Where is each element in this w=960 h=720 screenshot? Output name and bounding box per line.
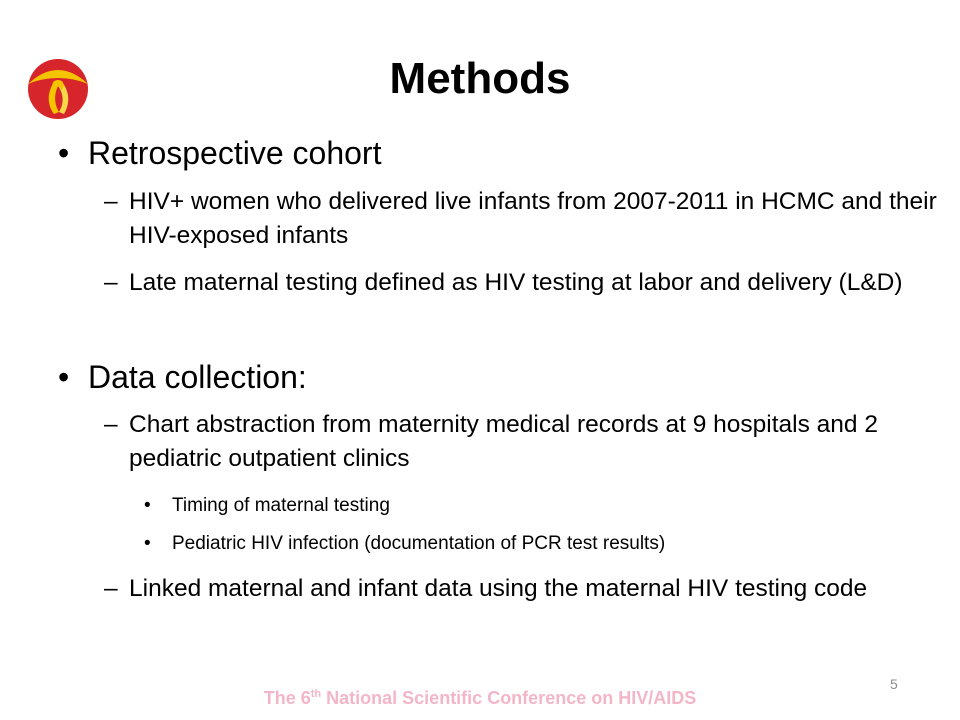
slide-body: • Retrospective cohort – HIV+ women who delivered live infants from 2007-2011 in HCMC and their HIV-exposed infants – Late maternal testing defined as HIV testing at labor and delivery (L&D) • Data collection: – Chart abstraction from maternity medical records at 9 hospitals and 2 pediatric outpatient clinics • Timing of maternal testing • Pediatric HIV infection (documentation of PCR test results) – Linked maternal and infant data using the maternal HIV testing code <box>0 0 960 720</box>
dash-marker: – <box>104 269 118 296</box>
bullet-marker: • <box>58 359 70 395</box>
list-item: – Late maternal testing defined as HIV testing at labor and delivery (L&D) <box>104 266 954 300</box>
slide-title: Methods <box>389 54 571 103</box>
dash-marker: – <box>104 575 118 602</box>
list-item: – Chart abstraction from maternity medical records at 9 hospitals and 2 pediatric outpatient clinics <box>104 408 954 476</box>
dash-marker: – <box>104 411 118 438</box>
conference-footer: The 6th National Scientific Conference on HIV/AIDS <box>263 688 697 708</box>
list-item: – Linked maternal and infant data using the maternal HIV testing code <box>104 572 954 606</box>
sub-list-item: • Timing of maternal testing <box>144 493 390 519</box>
bullet-marker: • <box>58 135 70 171</box>
sub-list-item: • Pediatric HIV infection (documentation of PCR test results) <box>144 531 665 557</box>
list-item: – HIV+ women who delivered live infants from 2007-2011 in HCMC and their HIV-exposed infants <box>104 185 954 253</box>
page-number: 5 <box>890 676 898 692</box>
dash-marker: – <box>104 188 118 215</box>
bullet-marker: • <box>144 533 151 554</box>
bullet-marker: • <box>144 495 151 516</box>
